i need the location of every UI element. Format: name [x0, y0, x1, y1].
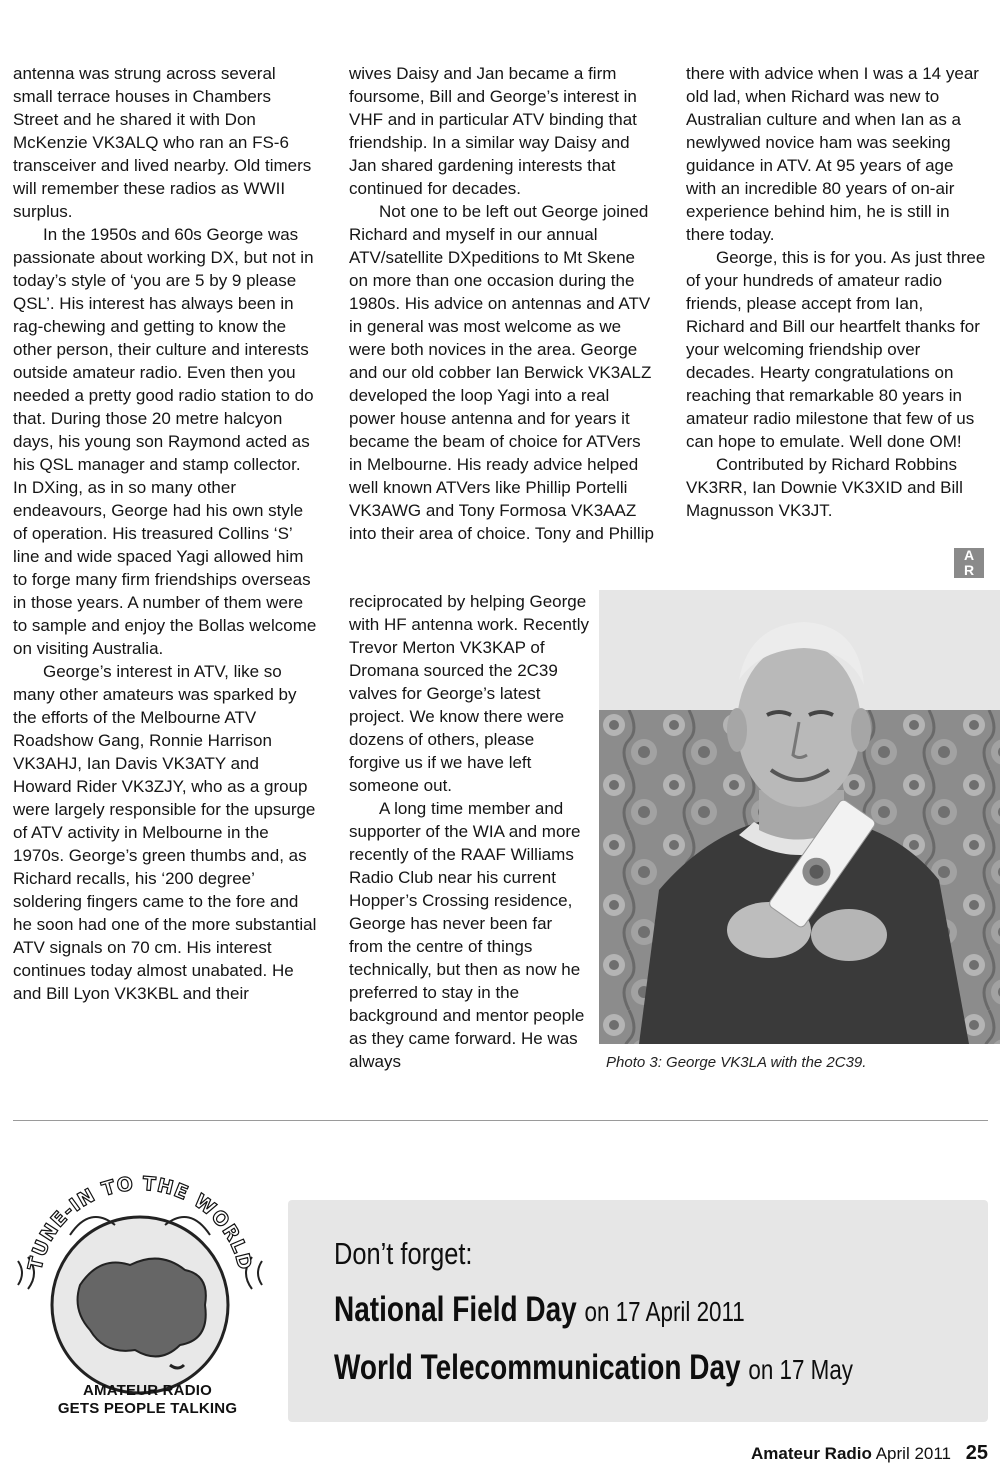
- promo-event-2: World Telecommunication Day on 17 May: [334, 1348, 853, 1387]
- photo-caption: Photo 3: George VK3LA with the 2C39.: [606, 1054, 867, 1071]
- logo-arc-text: TUNE-IN TO THE WORLD: [24, 1172, 256, 1273]
- paragraph: reciprocated by helping George with HF antenna work. Recently Trevor Merton VK3KAP of Dromana sourced the 2C39 valves for George’s latest project. We know there were dozens of others, please forgive us if we have left someone out.: [349, 592, 589, 795]
- promo-event-1: National Field Day on 17 April 2011: [334, 1290, 745, 1329]
- article-column-2: [349, 62, 654, 545]
- section-divider: [13, 1120, 988, 1121]
- paragraph: wives Daisy and Jan became a firm foursome, Bill and George’s interest in VHF and in particular ATV binding that friendship. In a similar way Daisy and Jan shared gardening interests that continued for decades.: [349, 64, 637, 198]
- paragraph: In the 1950s and 60s George was passionate about working DX, but not in today’s style of ‘you are 5 by 9 please QSL’. His interest has always been in rag-chewing and getting to know the other person, their culture and interests outside amateur radio. Even then you needed a pretty good radio station to do that. During those 20 metre halcyon days, his young son Raymond acted as his QSL manager and stamp collector. In DXing, as in so many other endeavours, George had his own style of operation. His treasured Collins ‘S’ line and wide spaced Yagi allowed him to forge many firm friendships overseas in those years. A number of them were to sample and enjoy the Bollas welcome on visiting Australia.: [13, 225, 317, 658]
- magazine-name: Amateur Radio: [751, 1444, 872, 1463]
- page-number: 25: [965, 1442, 988, 1464]
- paragraph: there with advice when I was a 14 year old lad, when Richard was new to Australian culture and when Ian as a newlywed novice ham was seeking guidance in ATV. At 95 years of age with an incredible 80 years of on-air experience behind him, he is still in there today.: [686, 64, 979, 244]
- paragraph: antenna was strung across several small terrace houses in Chambers Street and he shared it with Don McKenzie VK3ALQ who ran an FS-6 transceiver and lived nearby. Old timers will remember these radios as WWII surplus.: [13, 64, 312, 221]
- paragraph: A long time member and supporter of the WIA and more recently of the RAAF Williams Radio Club near his current Hopper’s Crossing residence, George has never been far from the centre of things technically, but then as now he preferred to stay in the background and mentor people as they came forward. He was always: [349, 799, 585, 1071]
- issue-date: April 2011: [875, 1444, 952, 1463]
- article-column-2-continued: [349, 590, 589, 1073]
- logo-slogan: AMATEUR RADIO GETS PEOPLE TALKING: [57, 1382, 238, 1417]
- photo-illustration: [599, 590, 1000, 1044]
- promo-box: [288, 1200, 988, 1422]
- article-column-3: [686, 62, 986, 522]
- paragraph: George’s interest in ATV, like so many other amateurs was sparked by the efforts of the Melbourne ATV Roadshow Gang, Ronnie Harrison VK3AHJ, Ian Davis VK3ATY and Howard Rider VK3ZJY, who as a group were largely responsible for the upsurge of ATV activity in Melbourne in the 1970s. George’s green thumbs and, as Richard recalls, his ‘200 degree’ soldering fingers came to the fore and he soon had one of the more substantial ATV signals on 70 cm. His interest continues today almost unabated. He and Bill Lyon VK3KBL and their: [13, 662, 317, 1003]
- page-footer: [751, 1442, 988, 1465]
- article-end-mark: A R: [954, 548, 984, 578]
- article-column-1: [13, 62, 318, 1005]
- contributors: Contributed by Richard Robbins VK3RR, Ian Downie VK3XID and Bill Magnusson VK3JT.: [686, 455, 963, 520]
- paragraph: Not one to be left out George joined Richard and myself in our annual ATV/satellite DXpeditions to Mt Skene on more than one occasion during the 1980s. His advice on antennas and ATV in general was most welcome as we were both novices in the area. George and our old cobber Ian Berwick VK3ALZ developed the loop Yagi into a real power house antenna and for years it became the beam of choice for ATVers in Melbourne. His ready advice helped well known ATVers like Phillip Portelli VK3AWG and Tony Formosa VK3AAZ into their area of choice. Tony and Phillip: [349, 202, 654, 543]
- promo-heading: Don’t forget:: [334, 1236, 473, 1271]
- photo-george: [599, 590, 1000, 1044]
- paragraph: George, this is for you. As just three of your hundreds of amateur radio friends, please accept from Ian, Richard and Bill our heartfelt thanks for your welcoming friendship over decades. Hearty congratulations on reaching that remarkable 80 years in amateur radio milestone that few of us can hope to emulate. Well done OM!: [686, 248, 986, 451]
